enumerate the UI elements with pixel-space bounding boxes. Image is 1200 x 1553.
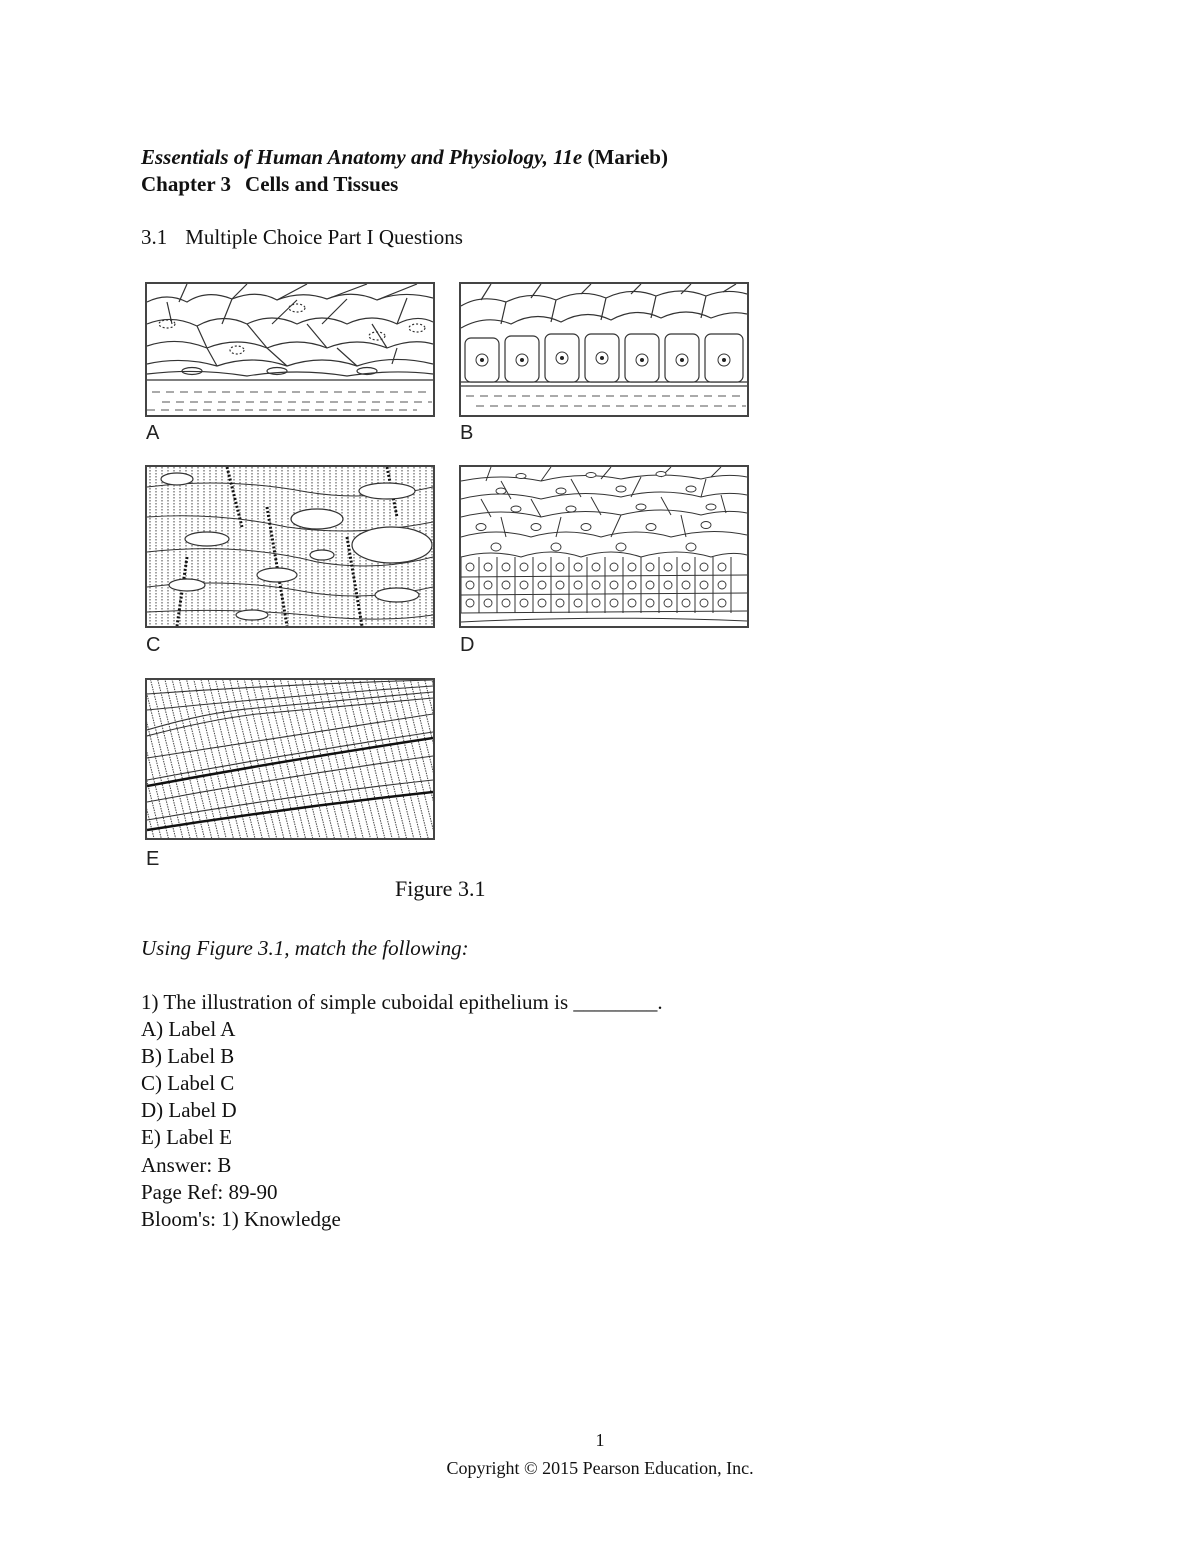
book-title-line [141,144,668,171]
figure-panel-a [145,282,435,417]
stratified-squamous-epithelium-illustration [147,284,433,415]
figure-panel-b [459,282,749,417]
option-e: E) Label E [141,1125,232,1149]
panel-d-label: D [460,634,475,656]
question-instruction: Using Figure 3.1, match the following: [141,936,469,960]
figure-caption: Figure 3.1 [395,876,486,901]
stratified-cuboidal-epithelium-illustration [461,284,747,415]
chapter-number: Chapter 3 [141,172,232,196]
chapter-heading [141,171,398,198]
page-ref-line: Page Ref: 89-90 [141,1180,278,1204]
chapter-title: Cells and Tissues [245,172,399,196]
panel-a-label: A [146,422,160,444]
figure-panel-d [459,465,749,628]
book-author: (Marieb) [582,145,668,169]
book-title: Essentials of Human Anatomy and Physiology, 11e [141,145,583,169]
section-number: 3.1 [141,225,168,249]
option-d: D) Label D [141,1098,237,1122]
page-number: 1 [595,1430,605,1450]
panel-b-label: B [460,422,474,444]
question-stem: 1) The illustration of simple cuboidal epithelium is ________. [141,990,663,1014]
stratified-squamous-nonkeratinized-illustration [461,467,747,626]
figure-panel-e [145,678,435,840]
panel-c-label: C [146,634,161,656]
skeletal-muscle-illustration [147,680,433,838]
option-c: C) Label C [141,1071,235,1095]
option-a: A) Label A [141,1017,236,1041]
cardiac-muscle-illustration [147,467,433,626]
panel-e-label: E [146,848,160,870]
section-title: Multiple Choice Part I Questions [185,225,463,249]
option-b: B) Label B [141,1044,235,1068]
section-heading [141,224,463,251]
blooms-line: Bloom's: 1) Knowledge [141,1207,341,1231]
answer-line: Answer: B [141,1153,232,1177]
figure-panel-c [145,465,435,628]
copyright-notice: Copyright © 2015 Pearson Education, Inc. [446,1458,754,1478]
